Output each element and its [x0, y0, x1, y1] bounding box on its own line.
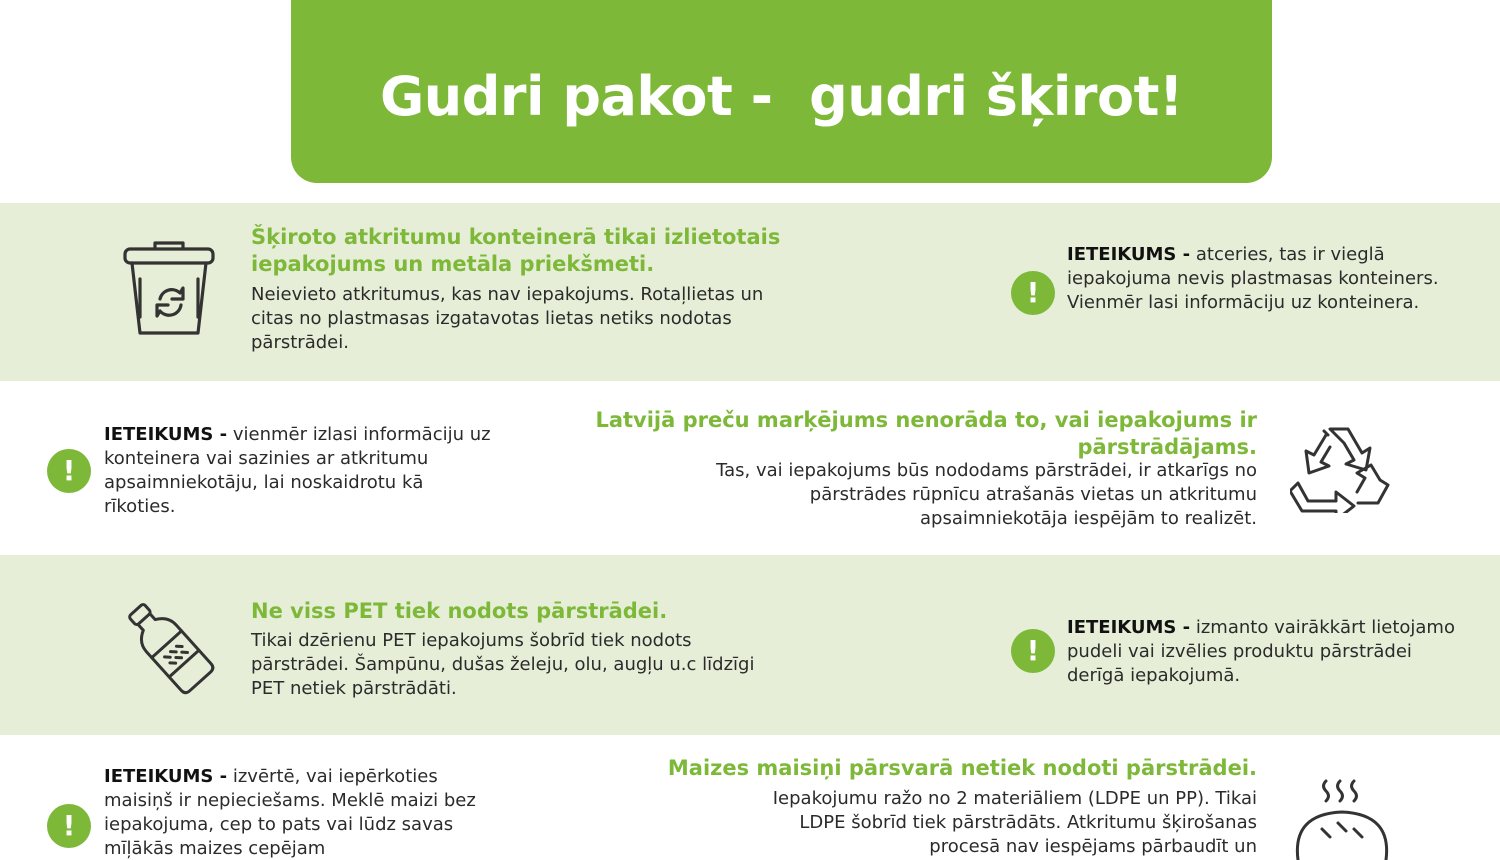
tip-1-keyword: IETEIKUMS - [1067, 244, 1191, 265]
tip-4-text: izvērtē, vai iepērkoties maisiņš ir nepieciešams. Meklē maizi bez iepakojuma, cep to pats vai lūdz savas mīļākās maizes cepējam [104, 766, 476, 859]
recycling-bin-icon [120, 239, 218, 339]
plastic-bottle-icon [120, 599, 220, 697]
section-1-band [0, 203, 1500, 381]
tip-4-keyword: IETEIKUMS - [104, 766, 228, 787]
bread-icon [1292, 777, 1392, 860]
section-4-body: Iepakojumu ražo no 2 materiāliem (LDPE un PP). Tikai LDPE šobrīd tiek pārstrādāts. Atkritumu šķirošanas procesā nav iespējams pārbaudīt un [772, 788, 1257, 857]
tip-2-text: vienmēr izlasi informāciju uz konteinera vai sazinies ar atkritumu apsaimniekotāju, lai noskaidrotu kā rīkoties. [104, 424, 491, 517]
section-3-band [0, 555, 1500, 735]
tip-3-keyword: IETEIKUMS - [1067, 617, 1191, 638]
recycle-arrows-icon [1290, 421, 1392, 513]
section-4-band [0, 735, 1500, 860]
section-1-body: Neievieto atkritumus, kas nav iepakojums. Rotaļlietas un citas no plastmasas izgatavotas lietas netiks nodotas pārstrādei. [251, 284, 764, 353]
section-4-heading: Maizes maisiņi pārsvarā netiek nodoti pārstrādei. [667, 756, 1257, 780]
section-2-band [0, 381, 1500, 555]
section-2-body: Tas, vai iepakojums būs nododams pārstrādei, ir atkarīgs no pārstrādes rūpnīcu atrašanās vietas un atkritumu apsaimniekotāja iespējām to realizēt. [716, 460, 1257, 529]
page-title: Gudri pakot - gudri šķirot! [379, 65, 1184, 128]
tip-2-exclamation-icon: ! [47, 449, 91, 493]
tip-4 [104, 765, 499, 860]
tip-1-exclamation-icon: ! [1011, 271, 1055, 315]
tip-2-keyword: IETEIKUMS - [104, 424, 228, 445]
section-2-heading: Latvijā preču marķējums nenorāda to, vai iepakojums ir pārstrādājams. [595, 408, 1257, 459]
section-3-heading: Ne viss PET tiek nodots pārstrādei. [251, 599, 668, 623]
tip-2 [104, 423, 499, 519]
section-1-heading: Šķiroto atkritumu konteinerā tikai izlietotais iepakojums un metāla priekšmeti. [251, 225, 781, 276]
tip-4-exclamation-icon: ! [47, 804, 91, 848]
tip-1 [1067, 243, 1447, 315]
title-banner [291, 0, 1272, 183]
tip-3-text: izmanto vairākkārt lietojamo pudeli vai izvēlies produktu pārstrādei derīgā iepakojumā. [1067, 617, 1455, 686]
tip-3 [1067, 616, 1462, 688]
tip-1-text: atceries, tas ir vieglā iepakojuma nevis plastmasas konteiners. Vienmēr lasi informāciju uz konteinera. [1067, 244, 1439, 313]
section-3-body: Tikai dzērienu PET iepakojums šobrīd tiek nodots pārstrādei. Šampūnu, dušas želeju, olu, augļu u.c līdzīgi PET netiek pārstrādāti. [251, 630, 755, 699]
tip-3-exclamation-icon: ! [1011, 629, 1055, 673]
